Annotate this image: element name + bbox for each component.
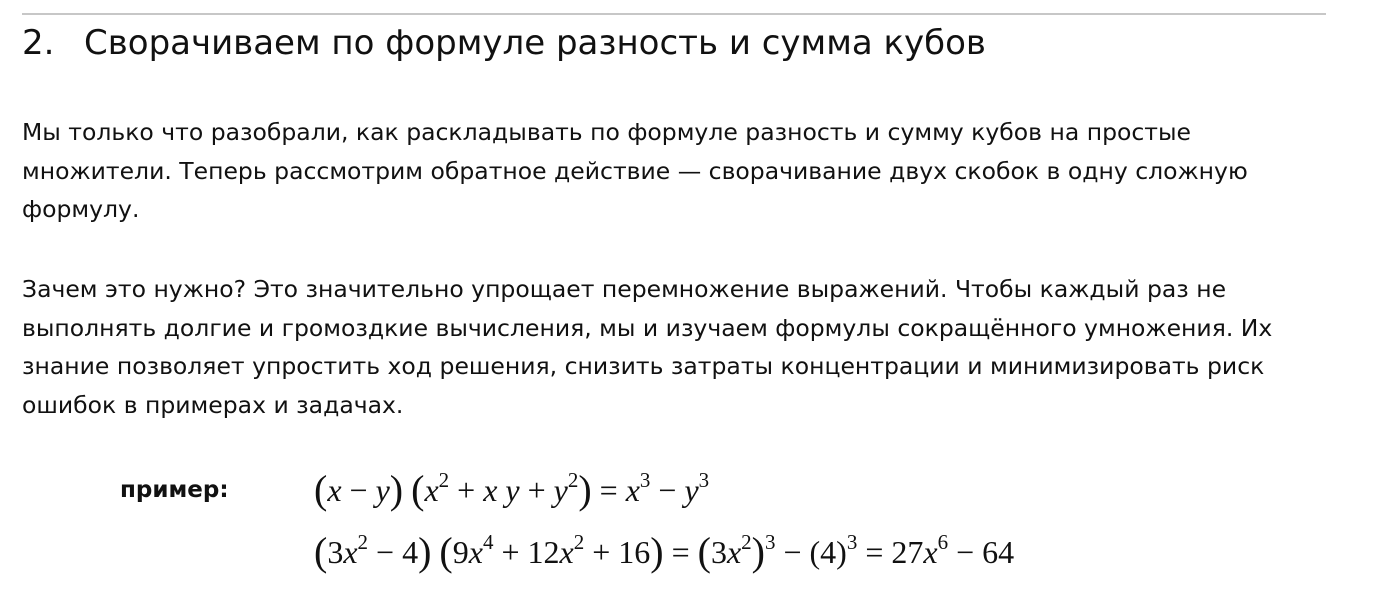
reason-paragraph: Зачем это нужно? Это значительно упрощает перемножение выражений. Чтобы каждый раз не выполнять долгие и громоздкие вычисления, мы и изучаем формулы сокращённого умножения. Их знание позволяет упростить ход решения, снизить затраты концентрации и минимизировать риск ошибок в примерах и задачах. (22, 275, 1273, 419)
example-formula-1: (x − y) ($x^2 + x$ $y + y^2) = x^3 - y^3$ (314, 467, 710, 512)
intro-paragraph: Мы только что разобрали, как раскладывать по формуле разность и сумму кубов на простые множители. Теперь рассмотрим обратное действие — сворачивание двух скобок в одну сложную формулу. (22, 118, 1248, 223)
section-heading (22, 22, 986, 64)
section-title: Сворачиваем по формуле разность и сумма кубов (84, 23, 986, 63)
section-number: 2. (22, 23, 55, 63)
example-formula-2: $(3x^2 - 4) (9x^4 + 12x^2 + 16) = (3x^2)^3 - (4)^3 = 27x^6 - 64$ (314, 529, 1015, 574)
top-divider (22, 13, 1326, 15)
example-label: пример: (120, 477, 229, 503)
